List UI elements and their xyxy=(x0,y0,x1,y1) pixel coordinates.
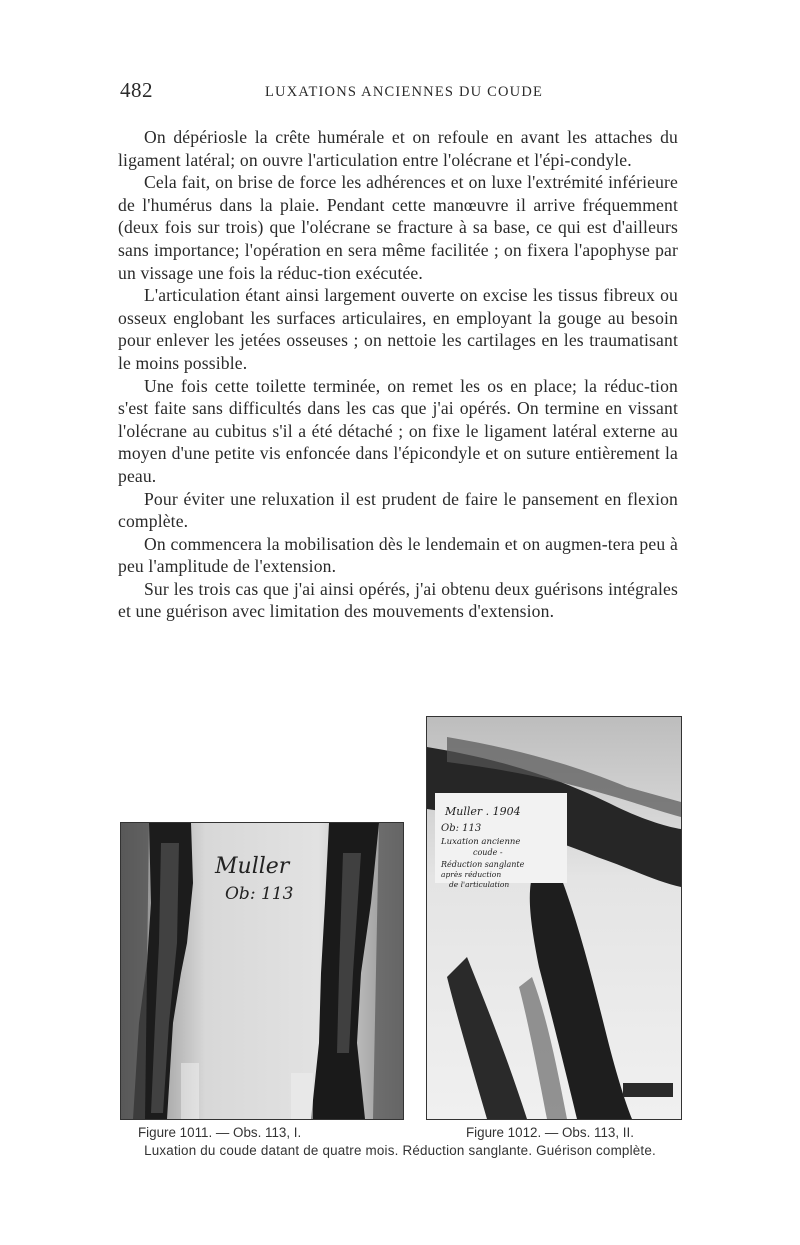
figure-1012-caption: Figure 1012. — Obs. 113, II. xyxy=(466,1125,634,1140)
body-text xyxy=(118,126,678,623)
paragraph: Pour éviter une reluxation il est prudent de faire le pansement en flexion complète. xyxy=(118,488,678,532)
handwriting-line: Réduction sanglante xyxy=(441,860,525,869)
handwriting-line: Luxation ancienne xyxy=(441,837,521,847)
xray-image-1011 xyxy=(121,823,403,1119)
handwriting-line: Muller xyxy=(215,854,290,879)
paragraph: On commencera la mobilisation dès le lendemain et on augmen-tera peu à peu l'amplitude de l'extension. xyxy=(118,533,678,577)
figure-1011-caption: Figure 1011. — Obs. 113, I. xyxy=(138,1125,302,1140)
running-title: LUXATIONS ANCIENNES DU COUDE xyxy=(265,84,544,100)
handwriting-line: coude - xyxy=(473,848,503,857)
handwriting-line: Ob: 113 xyxy=(225,884,294,904)
paragraph: L'articulation étant ainsi largement ouverte on excise les tissus fibreux ou osseux englobant les surfaces articulaires, en employant la gouge au besoin pour enlever les jetées osseuses ; on nettoie les cartilages en les traumatisant le moins possible. xyxy=(118,285,678,373)
paragraph: On dépériosle la crête humérale et on refoule en avant les attaches du ligament latéral; on ouvre l'articulation entre l'olécrane et l'épi-condyle. xyxy=(118,127,678,170)
page-header xyxy=(120,78,680,108)
figure-1011-xray xyxy=(120,822,404,1120)
paragraph: Sur les trois cas que j'ai ainsi opérés, j'ai obtenu deux guérisons intégrales et une guérison avec limitation des mouvements d'extension. xyxy=(118,578,678,622)
xray-image-1012 xyxy=(427,717,681,1119)
handwriting-line: après réduction xyxy=(441,870,502,879)
figure-shared-caption: Luxation du coude datant de quatre mois. Réduction sanglante. Guérison complète. xyxy=(144,1143,656,1158)
handwriting-line: Muller . 1904 xyxy=(445,805,521,818)
paragraph: Une fois cette toilette terminée, on remet les os en place; la réduc-tion s'est faite sans difficultés dans les cas que j'ai opérés. On termine en vissant l'olécrane au cubitus s'il a été détaché ; on fixe le ligament latéral externe au moyen d'une petite vis enfoncée dans l'épicondyle et on suture entièrement la peau. xyxy=(118,375,678,486)
paragraph: Cela fait, on brise de force les adhérences et on luxe l'extrémité inférieure de l'humérus dans la plaie. Pendant cette manœuvre il arrive fréquemment (deux fois sur trois) que l'olécrane se fracture à sa base, ce qui est d'ailleurs sans importance; l'opération en sera même facilitée ; on fixera l'apophyse par un vissage une fois la réduc-tion exécutée. xyxy=(118,172,678,283)
figure-1012-xray xyxy=(426,716,682,1120)
handwriting-line: Ob: 113 xyxy=(441,823,482,834)
handwriting-line: de l'articulation xyxy=(449,880,510,889)
page-number: 482 xyxy=(120,78,153,102)
